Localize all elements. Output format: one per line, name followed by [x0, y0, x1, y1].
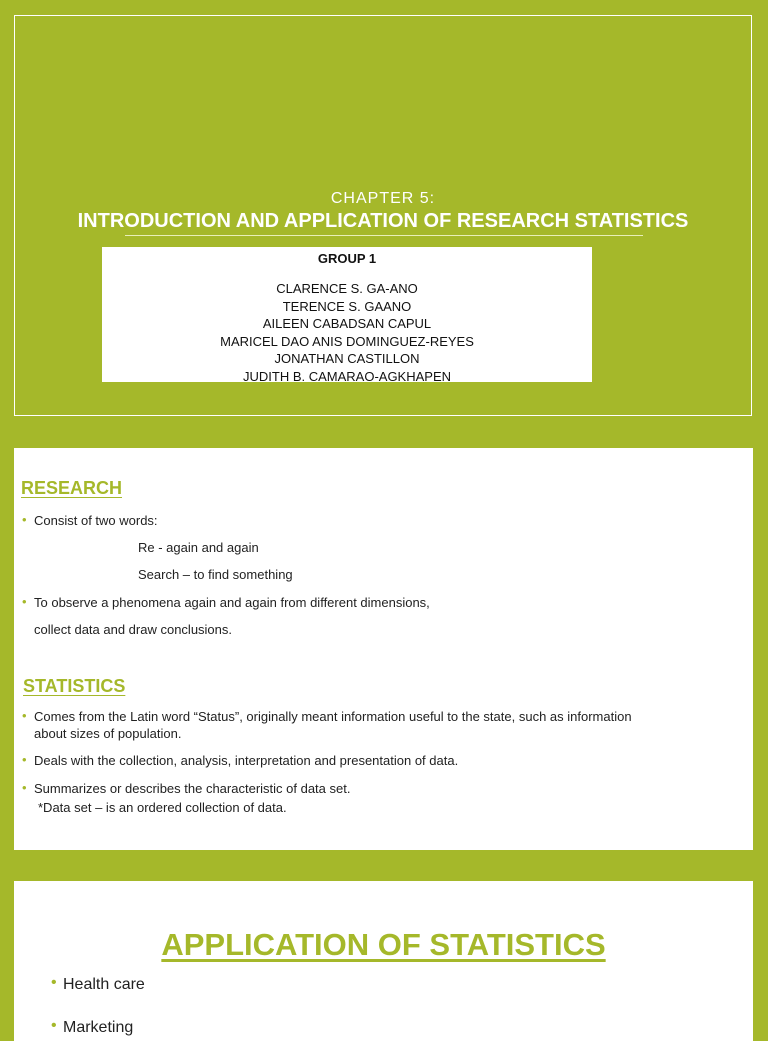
chapter-label: CHAPTER 5:: [330, 190, 436, 207]
definitions-slide: [14, 448, 753, 850]
group-members-box: [102, 247, 592, 382]
statistics-line: • Comes from the Latin word “Status”, originally meant information useful to the state, such as information: [34, 708, 632, 725]
member-name: JONATHAN CASTILLON: [274, 351, 420, 366]
member-name: AILEEN CABADSAN CAPUL: [262, 316, 432, 331]
research-line: Search – to find something: [138, 567, 293, 582]
statistics-line: about sizes of population.: [34, 726, 182, 741]
title-underline: [125, 235, 643, 236]
member-list: [102, 280, 592, 385]
research-line: Re - again and again: [138, 540, 259, 555]
title-slide: [14, 15, 752, 416]
application-slide: [14, 881, 753, 1041]
statistics-line: • Deals with the collection, analysis, interpretation and presentation of data.: [34, 752, 458, 769]
slide-title: INTRODUCTION AND APPLICATION OF RESEARCH STATISTICS: [77, 210, 689, 232]
application-title: APPLICATION OF STATISTICS: [161, 927, 606, 962]
application-item: • Health care: [63, 976, 145, 994]
research-heading: RESEARCH: [21, 478, 123, 498]
member-name: CLARENCE S. GA-ANO: [276, 281, 418, 296]
member-name: JUDITH B. CAMARAO-AGKHAPEN: [242, 368, 452, 384]
application-item: • Marketing: [63, 1019, 133, 1037]
research-line: • To observe a phenomena again and again from different dimensions,: [34, 594, 430, 611]
member-name: TERENCE S. GAANO: [282, 298, 412, 314]
statistics-heading: STATISTICS: [23, 676, 126, 696]
statistics-line: *Data set – is an ordered collection of data.: [38, 800, 287, 815]
research-line: collect data and draw conclusions.: [34, 622, 233, 637]
statistics-line: • Summarizes or describes the characteristic of data set.: [34, 780, 350, 797]
research-line: • Consist of two words:: [34, 512, 158, 529]
group-label: GROUP 1: [317, 251, 377, 266]
member-name: MARICEL DAO ANIS DOMINGUEZ-REYES: [220, 333, 474, 349]
